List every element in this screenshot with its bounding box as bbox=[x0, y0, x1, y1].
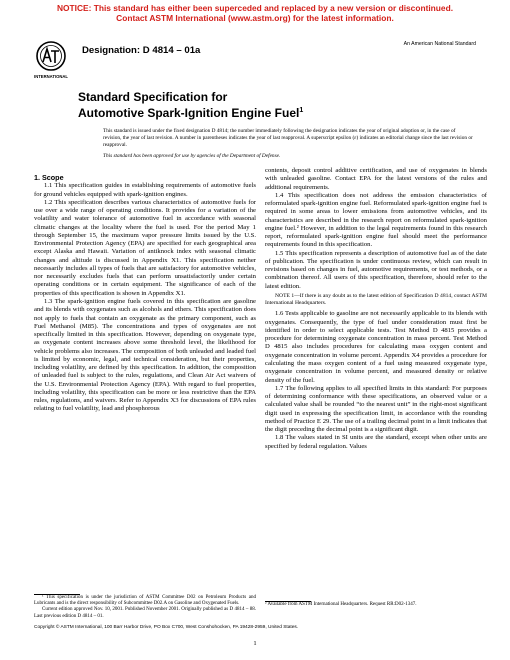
astm-logo bbox=[34, 40, 68, 82]
paragraph-1-8: 1.8 The values stated in SI units are the standard, except when other units are specified by federal regulation. Values bbox=[265, 434, 487, 450]
copyright-line: Copyright © ASTM International, 100 Barr Harbor Drive, PO Box C700, West Conshohocken, PA 19428-2959, United States. bbox=[34, 625, 299, 630]
left-column bbox=[34, 174, 256, 414]
title-line-2-text: Automotive Spark-Ignition Engine Fuel bbox=[78, 106, 300, 120]
footnotes-right bbox=[265, 601, 487, 608]
footnote-2: ² Available from ASTM International Headquarters. Request RR:D02-1347. bbox=[265, 602, 417, 607]
logo-text: INTERNATIONAL bbox=[34, 74, 68, 79]
notice-line-1: NOTICE: This standard has either been superceded and replaced by a new version or discontinued. bbox=[56, 3, 454, 13]
paragraph-1-6: 1.6 Tests applicable to gasoline are not necessarily applicable to its blends with oxygenates. Consequently, the type of fuel under consideration must first be identified in order to select applicable tests. Test Method D 4815 provides a procedure for determining oxygenate concentration in mass percent. Test Method D 4815 also includes procedures for calculating mass oxygen content and oxygenate concentration in volume percent. Appendix X4 provides a procedure for calculating the mass oxygen content of a fuel using measured oxygenate type, oxygenate concentration in volume percent, and measured density or relative density of the fuel. bbox=[265, 310, 487, 384]
title-line-2 bbox=[78, 104, 408, 120]
dod-approval-note: This standard has been approved for use by agencies of the Department of Defense. bbox=[103, 153, 281, 159]
right-column bbox=[265, 167, 487, 451]
footnote-1: ¹ This specification is under the jurisdiction of ASTM Committee D02 on Petroleum Products and Lubricants and is the direct responsibility of Subcommittee D02.A on Gasoline and Oxygenated Fuels. bbox=[34, 595, 256, 607]
section-heading-scope: 1. Scope bbox=[34, 173, 64, 182]
title-line-1: Standard Specification for bbox=[78, 90, 228, 104]
note-1: NOTE 1—If there is any doubt as to the latest edition of Specification D 4814, contact ASTM International Headquarters. bbox=[265, 292, 487, 307]
paragraph-1-5: 1.5 This specification represents a description of automotive fuel as of the date of publication. The specification is under continuous review, which can result in revisions based on changes in fuel, automotive requirements, or test methods, or a combination thereof. All users of this specification, therefore, should refer to the latest edition. bbox=[265, 249, 487, 290]
page-number: 1 bbox=[253, 640, 257, 647]
footnotes-left bbox=[34, 594, 256, 620]
paragraph-1-7: 1.7 The following applies to all specified limits in this standard: For purposes of determining conformance with these specifications, an observed value or a calculated value shall be rounded “to the nearest unit” in the right-most significant digit used in expressing the specification limit, in accordance with the rounding method of Practice E 29. The use of a trailing decimal point in a limit indicates that the digit preceding the decimal point is a significant digit. bbox=[265, 384, 487, 434]
paragraph-1-1: 1.1 This specification guides in establishing requirements of automotive fuels for ground vehicles equipped with spark-ignition engines. bbox=[34, 182, 256, 198]
issued-note: This standard is issued under the fixed designation D 4814; the number immediately following the designation indicates the year of original adoption or, in the case of revision, the year of last revision. A number in parentheses indicates the year of last reapproval. A superscript epsilon (ε) indicates an editorial change since the last revision or reapproval. bbox=[103, 128, 473, 148]
document-title bbox=[78, 90, 408, 120]
paragraph-1-3-continuation: contents, deposit control additive certification, and use of oxygenates in blends with unleaded gasoline. Contact EPA for the latest versions of the rules and additional requirements. bbox=[265, 167, 487, 191]
paragraph-1-3: 1.3 The spark-ignition engine fuels covered in this specification are gasoline and its blends with oxygenates such as alcohols and ethers. This specification does not apply to fuels that contain an oxygenate as the primary component, such as Fuel Methanol (M85). The concentrations and types of oxygenates are not specifically limited in this specification. However, depending on oxygenate type, as oxygenate content increases above some threshold level, the likelihood for vehicle problems also increases. The composition of both unleaded and leaded fuel is limited by economic, legal, and technical consideration, but their properties, including volatility, are defined by this specification. In addition, the composition of unleaded fuel is subject to the rules, regulations, and Clean Air Act waivers of the U.S. Environmental Protection Agency (EPA). With regard to fuel properties, including volatility, this specification can be more or less restrictive than the EPA rules, regulations, and waivers. Refer to Appendix X3 for discussions of EPA rules relating to fuel volatility, lead and phosphorous bbox=[34, 297, 256, 413]
paragraph-1-4: 1.4 This specification does not address the emission characteristics of reformulated spark-ignition engine fuel. Reformulated spark-ignition engine fuel is required in some areas to lower emissions from automotive vehicles, and its characteristics are described in the research report on reformulated spark-ignition engine fuel.² However, in addition to the legal requirements found in this research report, reformulated spark-ignition engine fuel should meet the performance requirements found in this specification. bbox=[265, 191, 487, 249]
supersede-notice bbox=[0, 3, 510, 23]
publisher-label: An American National Standard bbox=[403, 41, 476, 47]
footnote-1-edition: Current edition approved Nov. 10, 2001. Published November 2001. Originally published as D 4814 – 88. Last previous edition D 4814 – 01. bbox=[34, 607, 256, 619]
notice-line-2: Contact ASTM International (www.astm.org) for the latest information. bbox=[116, 13, 394, 23]
paragraph-1-2: 1.2 This specification describes various characteristics of automotive fuels for use over a wide range of operating conditions. It provides for a variation of the volatility and water tolerance of automotive fuel in accordance with seasonal climatic changes at the locality where the fuel is used. For the period May 1 through September 15, the maximum vapor pressure limits issued by the U.S. Environmental Protection Agency (EPA) are specified for each geographical area except Alaska and Hawaii. Variation of antiknock index with seasonal climatic changes and altitude is discussed in Appendix X1. This specification neither necessarily includes all types of fuels that are satisfactory for automotive vehicles, nor necessarily excludes fuels that can perform unsatisfactorily under certain operating conditions or in certain equipment. The significance of each of the properties of this specification is shown in Appendix X1. bbox=[34, 198, 256, 297]
title-footnote-mark: 1 bbox=[299, 107, 304, 114]
designation: Designation: D 4814 – 01a bbox=[82, 45, 201, 56]
astm-logo-icon bbox=[34, 40, 68, 82]
